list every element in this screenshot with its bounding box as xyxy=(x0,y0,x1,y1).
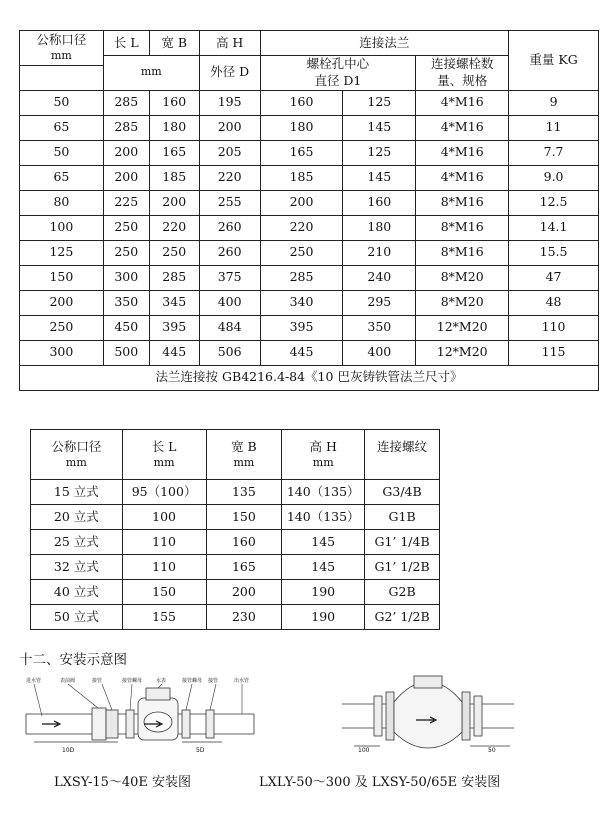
table-row xyxy=(20,265,599,290)
table-cell: 350 xyxy=(103,290,149,315)
table-cell: 400 xyxy=(199,290,260,315)
table-cell: 65 xyxy=(20,115,104,140)
table-cell: 285 xyxy=(103,90,149,115)
table-cell: 220 xyxy=(260,215,343,240)
header-bolt-spec: 连接螺栓数 量、规格 xyxy=(416,56,509,91)
table-cell: 12*M20 xyxy=(416,340,509,365)
threaded-meter-spec-table xyxy=(30,429,440,630)
table-cell: 285 xyxy=(103,115,149,140)
t2-header-nominal-dia: 公称口径 mm xyxy=(31,430,123,480)
table-cell: 32 立式 xyxy=(31,555,123,580)
table-cell: 125 xyxy=(343,90,416,115)
diagram-part-label: 水表 xyxy=(156,678,167,684)
table-cell: 80 xyxy=(20,190,104,215)
table-cell: 110 xyxy=(122,555,206,580)
table-cell: 12*M20 xyxy=(416,315,509,340)
table-cell: 160 xyxy=(149,90,199,115)
table-row xyxy=(20,90,599,115)
table-cell: 190 xyxy=(282,605,365,630)
table-cell: 180 xyxy=(149,115,199,140)
table-cell: 180 xyxy=(343,215,416,240)
table-cell: 145 xyxy=(282,555,365,580)
table-cell: 225 xyxy=(103,190,149,215)
table-cell: 240 xyxy=(343,265,416,290)
table-cell: 9.0 xyxy=(509,165,599,190)
table-cell: 250 xyxy=(20,315,104,340)
diagram-part-label: 表前阀 xyxy=(60,678,76,684)
header-nominal-dia: 公称口径 mm xyxy=(20,31,104,66)
table-cell: 110 xyxy=(509,315,599,340)
diagram-part-label: 接管 xyxy=(92,678,103,684)
table-cell: 295 xyxy=(343,290,416,315)
large-meter-installation-diagram xyxy=(340,672,516,762)
dim-100-label: 100 xyxy=(358,747,370,754)
small-meter-installation-diagram xyxy=(22,676,258,756)
flange-table-body xyxy=(20,90,599,365)
table-row xyxy=(31,480,440,505)
table-cell: 345 xyxy=(149,290,199,315)
table-cell: 190 xyxy=(282,580,365,605)
table-cell: 445 xyxy=(260,340,343,365)
table-row xyxy=(20,340,599,365)
table-cell: 285 xyxy=(260,265,343,290)
header-weight: 重量 KG xyxy=(509,31,599,91)
table-cell: 260 xyxy=(199,240,260,265)
table-cell: 195 xyxy=(199,90,260,115)
diagram-part-label: 接管螺母 xyxy=(122,678,143,684)
table-cell: 250 xyxy=(103,215,149,240)
table-cell: 15.5 xyxy=(509,240,599,265)
header-bolt-center: 螺栓孔中心 直径 D1 xyxy=(260,56,416,91)
table-cell: 150 xyxy=(122,580,206,605)
table-cell: 4*M16 xyxy=(416,140,509,165)
table-cell: 375 xyxy=(199,265,260,290)
table-row xyxy=(20,140,599,165)
table-cell: 210 xyxy=(343,240,416,265)
header-nominal-dia-unit xyxy=(20,65,104,90)
table-row xyxy=(20,190,599,215)
table-cell: G1’ 1/4B xyxy=(365,530,440,555)
table-row xyxy=(20,115,599,140)
table-cell: 48 xyxy=(509,290,599,315)
table-cell: 250 xyxy=(103,240,149,265)
table-row xyxy=(31,605,440,630)
table-cell: 7.7 xyxy=(509,140,599,165)
table-cell: 200 xyxy=(103,140,149,165)
table-cell: 15 立式 xyxy=(31,480,123,505)
table-cell: 8*M16 xyxy=(416,215,509,240)
table-cell: 8*M16 xyxy=(416,190,509,215)
table-row xyxy=(31,505,440,530)
table-cell: 4*M16 xyxy=(416,165,509,190)
table-footer-note: 法兰连接按 GB4216.4-84《10 巴灰铸铁管法兰尺寸》 xyxy=(20,365,599,390)
table-row xyxy=(20,290,599,315)
table-cell: 8*M16 xyxy=(416,240,509,265)
table-cell: 8*M20 xyxy=(416,290,509,315)
table-cell: 395 xyxy=(260,315,343,340)
table-row xyxy=(31,580,440,605)
table-cell: 145 xyxy=(343,165,416,190)
table-cell: 445 xyxy=(149,340,199,365)
header-length: 长 L xyxy=(103,31,149,56)
threaded-table-body xyxy=(31,480,440,630)
table-cell: G1’ 1/2B xyxy=(365,555,440,580)
table-cell: 135 xyxy=(206,480,282,505)
table-cell: 506 xyxy=(199,340,260,365)
table-cell: 200 xyxy=(206,580,282,605)
table-cell: 50 xyxy=(20,90,104,115)
table-cell: 250 xyxy=(260,240,343,265)
table-cell: 350 xyxy=(343,315,416,340)
table-cell: 150 xyxy=(206,505,282,530)
table-cell: 260 xyxy=(199,215,260,240)
diagram-part-label: 进水管 xyxy=(26,678,42,684)
table-cell: 300 xyxy=(20,340,104,365)
diagram-part-label: 接管 xyxy=(208,678,219,684)
section-heading: 十二、安装示意图 xyxy=(19,652,127,668)
header-unit-mm: mm xyxy=(103,56,199,91)
table-cell: 150 xyxy=(20,265,104,290)
table-cell: 9 xyxy=(509,90,599,115)
table-row xyxy=(31,530,440,555)
table-cell: 220 xyxy=(199,165,260,190)
table-cell: 450 xyxy=(103,315,149,340)
t2-header-length: 长 L mm xyxy=(122,430,206,480)
table-cell: 300 xyxy=(103,265,149,290)
diagram-part-label: 出水管 xyxy=(234,678,250,684)
table-cell: 95（100） xyxy=(122,480,206,505)
table-cell: 185 xyxy=(149,165,199,190)
table-cell: G1B xyxy=(365,505,440,530)
table-cell: G2B xyxy=(365,580,440,605)
table-cell: 200 xyxy=(103,165,149,190)
header-outer-dia: 外径 D xyxy=(199,56,260,91)
table-cell: 12.5 xyxy=(509,190,599,215)
table-cell: 220 xyxy=(149,215,199,240)
dim-10d-label: 10D xyxy=(62,747,75,754)
table-cell: 4*M16 xyxy=(416,115,509,140)
table-cell: 100 xyxy=(122,505,206,530)
flange-meter-spec-table xyxy=(19,30,599,391)
table-cell: 160 xyxy=(260,90,343,115)
table-cell: G3/4B xyxy=(365,480,440,505)
table-cell: 125 xyxy=(343,140,416,165)
table-cell: 8*M20 xyxy=(416,265,509,290)
table-cell: 400 xyxy=(343,340,416,365)
table-cell: 20 立式 xyxy=(31,505,123,530)
table-row xyxy=(31,555,440,580)
table-row xyxy=(20,240,599,265)
dim-5d-label: 5D xyxy=(196,747,205,754)
table-cell: 484 xyxy=(199,315,260,340)
table-cell: 47 xyxy=(509,265,599,290)
table-cell: 185 xyxy=(260,165,343,190)
header-width: 宽 B xyxy=(149,31,199,56)
header-flange: 连接法兰 xyxy=(260,31,509,56)
table-cell: 50 立式 xyxy=(31,605,123,630)
table-cell: 165 xyxy=(149,140,199,165)
table-cell: 50 xyxy=(20,140,104,165)
header-height: 高 H xyxy=(199,31,260,56)
table-row xyxy=(20,165,599,190)
table-cell: 200 xyxy=(149,190,199,215)
table-cell: 25 立式 xyxy=(31,530,123,555)
table-cell: 145 xyxy=(343,115,416,140)
table-cell: 160 xyxy=(206,530,282,555)
table-cell: 125 xyxy=(20,240,104,265)
table-cell: 65 xyxy=(20,165,104,190)
table-cell: 165 xyxy=(260,140,343,165)
table-cell: 200 xyxy=(20,290,104,315)
table-cell: G2’ 1/2B xyxy=(365,605,440,630)
table-cell: 285 xyxy=(149,265,199,290)
table-cell: 100 xyxy=(20,215,104,240)
table-cell: 140（135） xyxy=(282,480,365,505)
table-cell: 40 立式 xyxy=(31,580,123,605)
table-row xyxy=(20,215,599,240)
diagram-part-label: 接管螺母 xyxy=(182,678,203,684)
table-cell: 115 xyxy=(509,340,599,365)
table-cell: 11 xyxy=(509,115,599,140)
table-cell: 155 xyxy=(122,605,206,630)
table-cell: 395 xyxy=(149,315,199,340)
table-cell: 140（135） xyxy=(282,505,365,530)
dim-50-label: 50 xyxy=(488,747,496,754)
table-cell: 230 xyxy=(206,605,282,630)
table-cell: 165 xyxy=(206,555,282,580)
table-cell: 200 xyxy=(199,115,260,140)
table-cell: 205 xyxy=(199,140,260,165)
table-cell: 145 xyxy=(282,530,365,555)
table-cell: 4*M16 xyxy=(416,90,509,115)
table-cell: 180 xyxy=(260,115,343,140)
table-cell: 500 xyxy=(103,340,149,365)
t2-header-height: 高 H mm xyxy=(282,430,365,480)
t2-header-thread: 连接螺纹 xyxy=(365,430,440,480)
table-cell: 200 xyxy=(260,190,343,215)
diagram2-caption: LXLY-50～300 及 LXSY-50/65E 安装图 xyxy=(259,775,501,790)
table-cell: 14.1 xyxy=(509,215,599,240)
table-cell: 250 xyxy=(149,240,199,265)
t2-header-width: 宽 B mm xyxy=(206,430,282,480)
table-cell: 160 xyxy=(343,190,416,215)
diagram1-caption: LXSY-15～40E 安装图 xyxy=(54,775,192,790)
table-cell: 255 xyxy=(199,190,260,215)
table-row xyxy=(20,315,599,340)
table-cell: 110 xyxy=(122,530,206,555)
table-cell: 340 xyxy=(260,290,343,315)
